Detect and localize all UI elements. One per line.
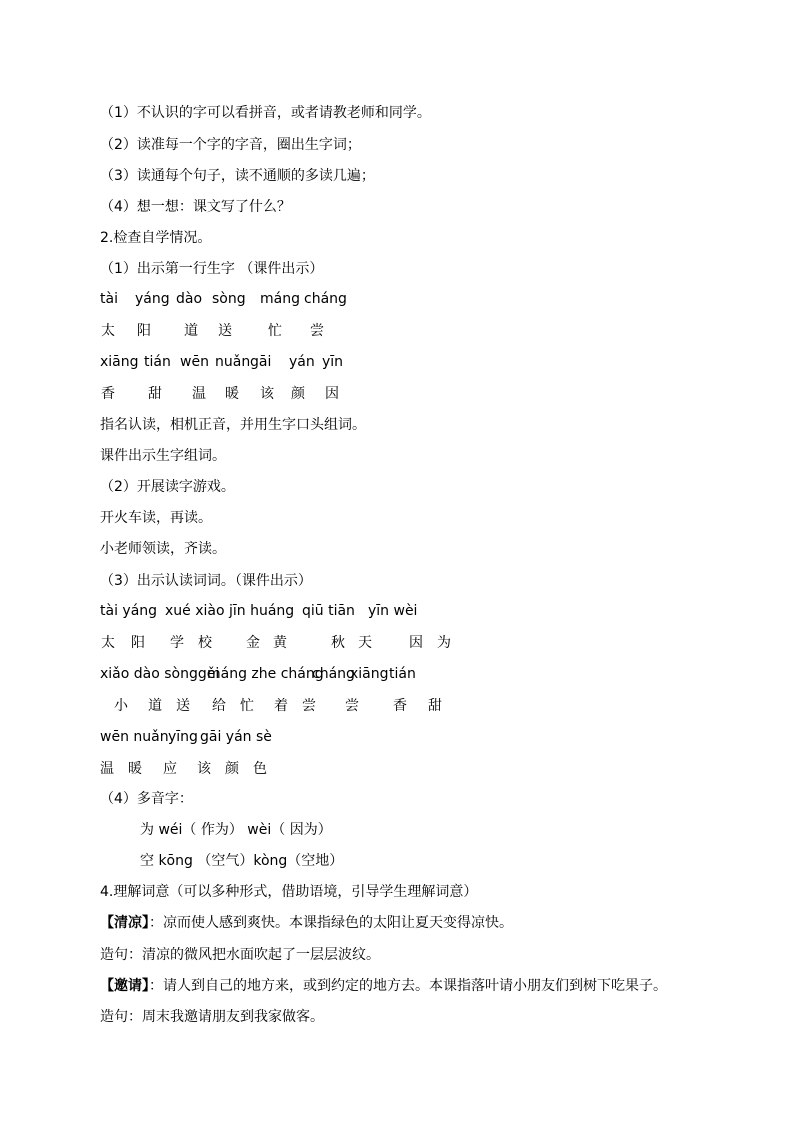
definition-text: ：请人到自己的地方来，或到约定的地方去。本课指落叶请小朋友们到树下吃果子。	[149, 978, 667, 994]
char-row-2	[0, 385, 794, 403]
character: 天	[358, 635, 372, 651]
pinyin: máng	[260, 291, 300, 307]
character: 应	[163, 761, 177, 777]
show-first-row-line: （1）出示第一行生字 （课件出示）	[100, 261, 324, 277]
definition-yaoqing	[100, 977, 667, 995]
polyphone-kong-line: 空 kōng （空气）kòng（空地）	[140, 853, 344, 869]
show-words-line: 课件出示生字组词。	[100, 448, 226, 464]
train-read-line: 开火车读，再读。	[100, 510, 212, 526]
pinyin: wēn nuǎn	[100, 729, 169, 745]
pinyin: wēn	[180, 354, 209, 370]
pinyin: cháng	[304, 291, 347, 307]
step-1-line: （1）不认识的字可以看拼音，或者请教老师和同学。	[100, 105, 431, 121]
pinyin: yīn	[322, 354, 344, 370]
section-understand-heading: 4.理解词意（可以多种形式，借助语境，引导学生理解词意）	[100, 884, 478, 900]
character: 小	[114, 698, 128, 714]
game-line: （2）开展读字游戏。	[100, 479, 235, 495]
character: 送	[176, 698, 190, 714]
character: 为	[437, 635, 451, 651]
definition-text: ：凉而使人感到爽快。本课指绿色的太阳让夏天变得凉快。	[149, 915, 513, 931]
term-yaoqing: 【邀请】	[100, 978, 149, 994]
pinyin: yīn wèi	[368, 603, 418, 619]
character: 颜	[291, 386, 305, 402]
pinyin: xiǎo dào sònggěi	[100, 666, 220, 682]
character: 香	[101, 386, 115, 402]
character: 尝	[345, 698, 359, 714]
pinyin: tián	[389, 666, 416, 682]
words-pinyin-row-2	[0, 665, 794, 683]
pinyin: tài	[100, 291, 118, 307]
character: 尝	[310, 323, 324, 339]
lead-read-line: 小老师领读，齐读。	[100, 541, 226, 557]
pinyin: gāi yán sè	[200, 729, 272, 745]
pinyin: jīn huáng	[229, 603, 295, 619]
character: 温	[192, 386, 206, 402]
character: 校	[198, 635, 212, 651]
character: 送	[218, 323, 232, 339]
pinyin: cháng	[312, 666, 355, 682]
character: 甜	[428, 698, 442, 714]
character: 色	[253, 761, 267, 777]
character: 暖	[225, 386, 239, 402]
character: 太	[101, 323, 115, 339]
char-row-1	[0, 322, 794, 340]
character: 金	[246, 635, 260, 651]
step-3-line: （3）读通每个句子，读不通顺的多读几遍；	[100, 168, 375, 184]
character: 忙	[268, 323, 282, 339]
character: 秋	[331, 635, 345, 651]
pinyin: yáng	[135, 291, 170, 307]
pinyin: xiāng	[100, 354, 139, 370]
example-sentence-2: 造句：周末我邀请朋友到我家做客。	[100, 1009, 324, 1025]
character: 黄	[273, 635, 287, 651]
pinyin: xué xiào	[165, 603, 225, 619]
definition-qingliang	[100, 914, 513, 932]
character: 该	[197, 761, 211, 777]
step-4-line: （4）想一想：课文写了什么？	[100, 199, 291, 215]
step-2-line: （2）读准每一个字的字音，圈出生字词；	[100, 137, 361, 153]
pinyin-row-2	[0, 353, 794, 371]
words-pinyin-row-1	[0, 602, 794, 620]
pinyin: yīng	[168, 729, 198, 745]
pinyin: xiāng	[350, 666, 389, 682]
character: 阳	[131, 635, 145, 651]
pinyin-row-1	[0, 290, 794, 308]
term-qingliang: 【清凉】	[100, 915, 149, 931]
character: 着	[274, 698, 288, 714]
pinyin: dào	[176, 291, 203, 307]
character: 颜	[225, 761, 239, 777]
pinyin: qiū tiān	[302, 603, 355, 619]
polyphone-wei-line: 为 wéi（ 作为） wèi（ 因为）	[140, 822, 332, 838]
character: 该	[260, 386, 274, 402]
example-sentence-1: 造句：清凉的微风把水面吹起了一层层波纹。	[100, 947, 380, 963]
pinyin: gāi	[250, 354, 272, 370]
section-check-heading: 2.检查自学情况。	[100, 230, 212, 246]
character: 道	[148, 698, 162, 714]
character: 太	[101, 635, 115, 651]
pinyin: tài yáng	[100, 603, 158, 619]
pinyin: máng zhe cháng	[207, 666, 324, 682]
character: 给	[212, 698, 226, 714]
words-char-row-2	[0, 697, 794, 715]
character: 温	[100, 761, 114, 777]
character: 因	[325, 386, 339, 402]
character: 忙	[240, 698, 254, 714]
read-correct-line: 指名认读，相机正音，并用生字口头组词。	[100, 417, 366, 433]
character: 甜	[148, 386, 162, 402]
character: 香	[393, 698, 407, 714]
character: 暖	[128, 761, 142, 777]
pinyin: yán	[289, 354, 315, 370]
words-char-row-3	[0, 760, 794, 778]
character: 道	[184, 323, 198, 339]
show-words-2-line: （3）出示认读词词。（课件出示）	[100, 573, 312, 589]
pinyin: nuǎn	[215, 354, 251, 370]
character: 因	[409, 635, 423, 651]
pinyin: sòng	[212, 291, 246, 307]
character: 阳	[137, 323, 151, 339]
words-pinyin-row-3	[0, 728, 794, 746]
character: 学	[170, 635, 184, 651]
character: 尝	[302, 698, 316, 714]
words-char-row-1	[0, 634, 794, 652]
polyphone-heading: （4）多音字：	[100, 791, 193, 807]
pinyin: tián	[144, 354, 171, 370]
